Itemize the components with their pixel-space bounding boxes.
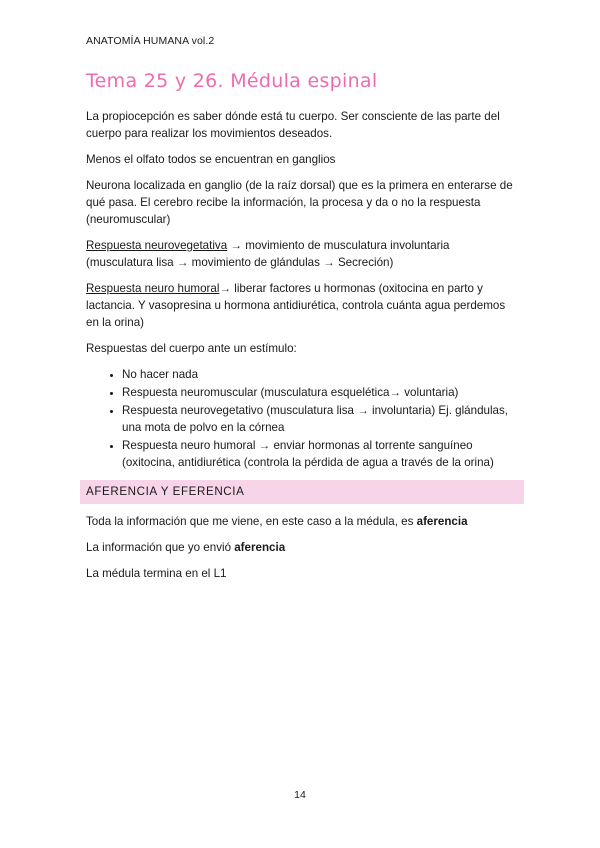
list-item: • No hacer nada — [122, 366, 518, 383]
text-neuro-humoral: → liberar factores u hormonas (oxitocina en parto y lactancia. Y vasopresina u hormona antidiurética, controla cuánta agua perdemos en la orina) — [86, 282, 506, 329]
paragraph-propiocepcion: La propiocepción es saber dónde está tu cuerpo. Ser consciente de las parte del cuerpo para realizar los movimientos deseados. — [86, 110, 500, 140]
term-neurovegetativa: Respuesta neurovegetativa — [86, 239, 228, 252]
list-item: • Respuesta neuro humoral → enviar hormonas al torrente sanguíneo (oxitocina, antidiurética (controla la pérdida de agua a través de la orina) — [122, 437, 518, 471]
paragraph-neuro-humoral — [86, 280, 518, 331]
paragraph-neurona: Neurona localizada en ganglio (de la raíz dorsal) que es la primera en enterarse de qué pasa. El cerebro recibe la información, la procesa y da o no la respuesta (neuromuscular) — [86, 179, 513, 226]
running-header: ANATOMÍA HUMANA vol.2 — [86, 35, 215, 47]
section-heading: AFERENCIA Y EFERENCIA — [80, 480, 524, 504]
paragraph-ganglios: Menos el olfato todos se encuentran en ganglios — [86, 153, 336, 166]
paragraph-medula-l1: La médula termina en el L1 — [86, 567, 227, 580]
text-aferencia-2: La información que yo envió — [86, 541, 235, 554]
response-list — [86, 366, 518, 471]
main-content — [86, 108, 518, 591]
paragraph-neurovegetativa — [86, 237, 518, 271]
text-neurovegetativa: → movimiento de musculatura involuntaria (musculatura lisa → movimiento de glándulas → Secreción) — [86, 239, 450, 269]
text-aferencia-1: Toda la información que me viene, en este caso a la médula, es — [86, 515, 417, 528]
page-number: 14 — [294, 789, 306, 801]
bold-aferencia-2: aferencia — [234, 541, 286, 554]
bold-aferencia-1: aferencia — [416, 515, 468, 528]
paragraph-aferencia-2 — [86, 539, 518, 556]
list-item: • Respuesta neurovegetativo (musculatura lisa → involuntaria) Ej. glándulas, una mota de polvo en la córnea — [122, 402, 518, 436]
term-neuro-humoral: Respuesta neuro humoral — [86, 282, 220, 295]
list-item: • Respuesta neuromuscular (musculatura esquelética→ voluntaria) — [122, 384, 518, 401]
page-title: Tema 25 y 26. Médula espinal — [86, 70, 378, 92]
paragraph-respuestas: Respuestas del cuerpo ante un estímulo: — [86, 342, 297, 355]
paragraph-aferencia-1 — [86, 513, 518, 530]
